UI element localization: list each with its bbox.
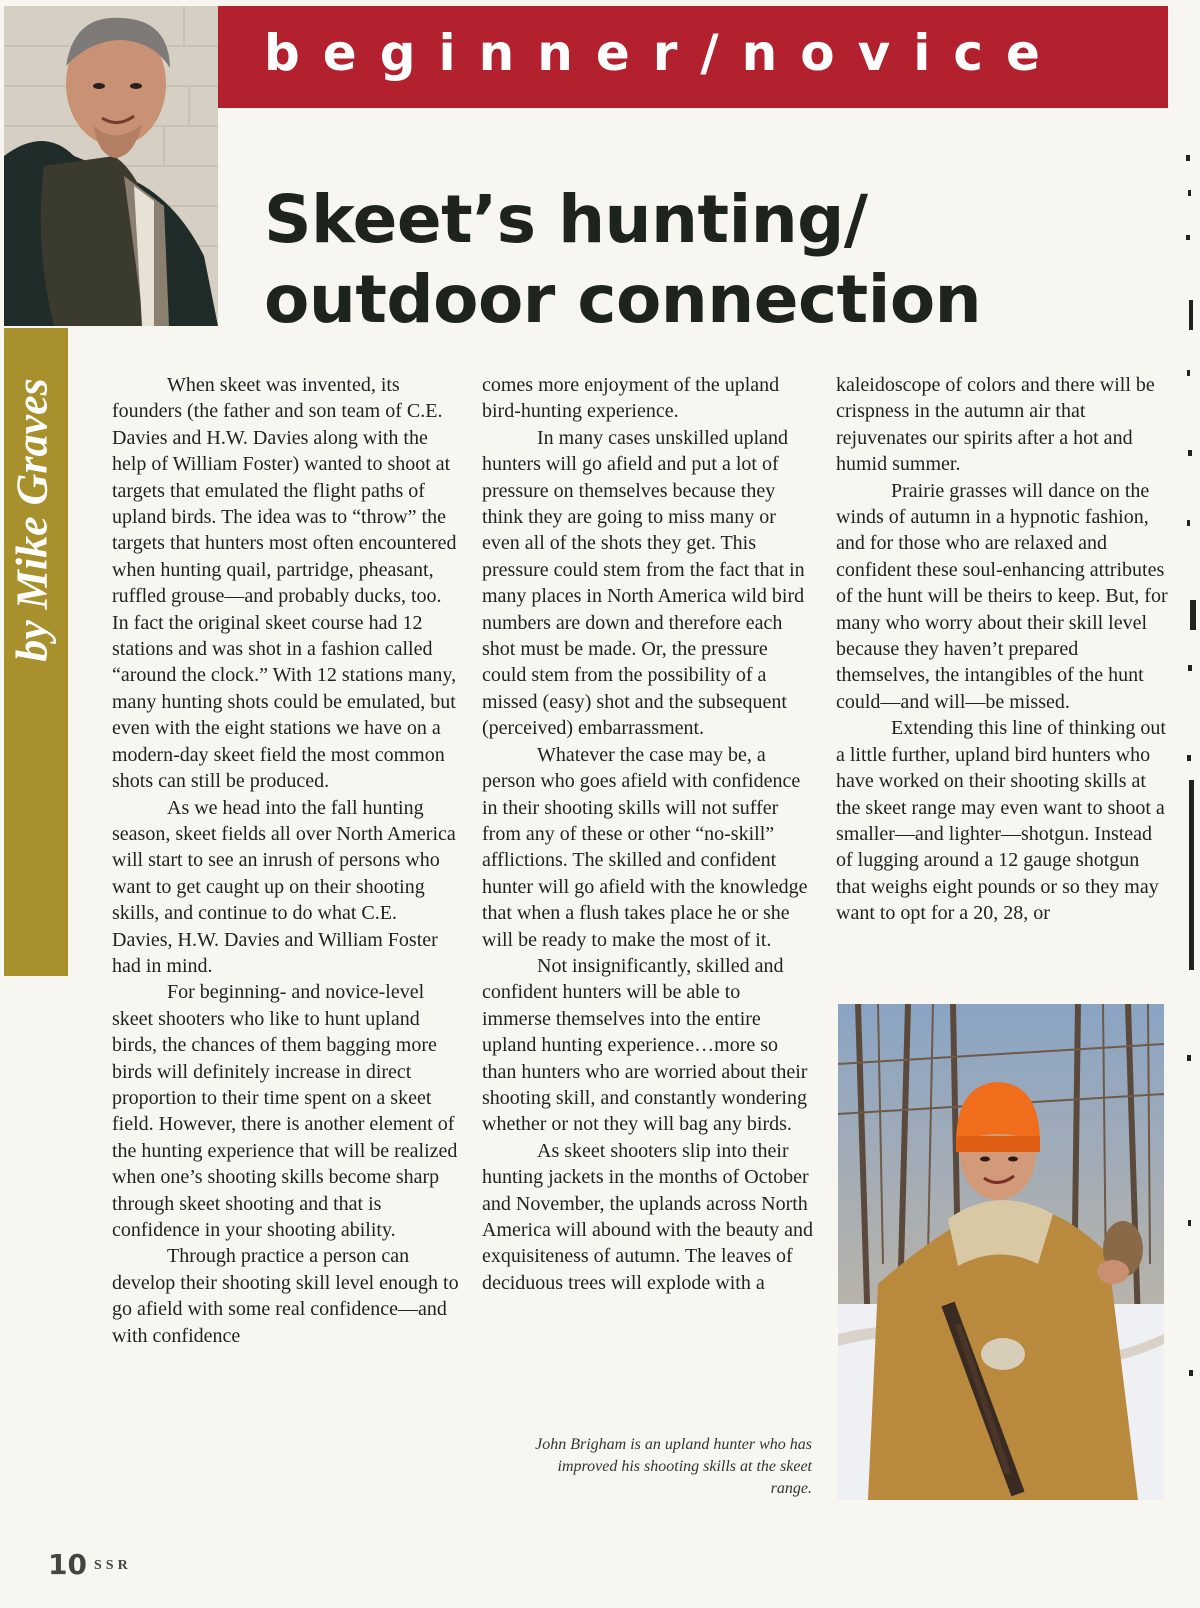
section-label: beginner/novice bbox=[264, 24, 1063, 82]
paragraph: As we head into the fall hunting season, skeet fields all over North America will start to see an inrush of persons who want to get caught up on their shooting skills, and continue to do what C.E. Davies, H.W. Davies and William Foster had in mind. bbox=[112, 796, 456, 977]
hunter-image bbox=[838, 1004, 1164, 1500]
paragraph: Prairie grasses will dance on the winds of autumn in a hypnotic fashion, and for those who are relaxed and confident these soul-enhancing attributes of the hunt will be theirs to keep. But, for many who worry about their skill level because they haven’t prepared themselves, the intangibles of the hunt could—and will—be missed. bbox=[836, 479, 1168, 713]
paragraph: comes more enjoyment of the upland bird-hunting experience. bbox=[482, 374, 780, 423]
paragraph: For beginning- and novice-level skeet shooters who like to hunt upland birds, the chances of them bagging more birds will definitely increase in direct proportion to their time spent on a skeet field. However, there is another element of the hunting experience that will be realized when one’s shooting skills become sharp through skeet shooting and that is confidence in your shooting ability. bbox=[112, 981, 458, 1241]
paragraph: As skeet shooters slip into their hunting jackets in the months of October and November, the uplands across North America will abound with the beauty and exquisiteness of autumn. The leaves of deciduous trees will explode with a bbox=[482, 1139, 814, 1294]
page-number: 10 bbox=[48, 1548, 87, 1581]
section-banner bbox=[218, 6, 1168, 108]
paragraph: In many cases unskilled upland hunters will go afield and put a lot of pressure on themselves because they think they are going to miss many or even all of the shots they get. This pressure could stem from the fact that in many places in North America wild bird numbers are down and therefore each shot must be made. Or, the pressure could stem from the possibility of a missed (easy) shot and the subsequent (perceived) embarrassment. bbox=[482, 426, 805, 740]
article-column-2 bbox=[482, 372, 814, 1296]
author-byline: by Mike Graves bbox=[7, 378, 57, 662]
photo-caption: John Brigham is an upland hunter who has improved his shooting skills at the skeet range. bbox=[535, 1436, 812, 1497]
hunter-photo bbox=[838, 1004, 1164, 1500]
binding-edge-marks bbox=[1176, 0, 1200, 1608]
author-photo bbox=[4, 6, 218, 326]
paragraph: Not insignificantly, skilled and confident hunters will be able to immerse themselves into the entire upland hunting experience…more so than hunters who are worried about their shooting skill, and constantly wondering whether or not they will bag any birds. bbox=[482, 954, 808, 1136]
author-portrait-image bbox=[4, 6, 218, 326]
paragraph: Whatever the case may be, a person who goes afield with confidence in their shooting skills will not suffer from any of these or other “no-skill” afflictions. The skilled and confident hunter will go afield with the knowledge that when a flush takes place he or she will be ready to make the most of it. bbox=[482, 743, 808, 951]
article-column-1 bbox=[112, 372, 460, 1349]
paragraph: Extending this line of thinking out a little further, upland bird hunters who have worked on their shooting skills at the skeet range may even want to shoot a smaller—and lighter—shotgun. Instead of lugging around a 12 gauge shotgun that weighs eight pounds or so they may want to opt for a 20, 28, or bbox=[836, 717, 1166, 925]
paragraph: Through practice a person can develop their shooting skill level enough to go afield with some real confidence—and with confidence bbox=[112, 1245, 459, 1347]
headline-line-2: outdoor connection bbox=[264, 261, 982, 338]
magazine-abbreviation: SSR bbox=[94, 1558, 132, 1573]
paragraph: kaleidoscope of colors and there will be crispness in the autumn air that rejuvenates our spirits after a hot and humid summer. bbox=[836, 374, 1155, 476]
article-column-3 bbox=[836, 372, 1168, 927]
article-headline bbox=[264, 180, 1144, 340]
paragraph: When skeet was invented, its founders (the father and son team of C.E. Davies and H.W. Davies along with the help of William Foster) wanted to shoot at targets that emulated the flight paths of upland birds. The idea was to “throw” the targets that hunters most often encountered when hunting quail, partridge, pheasant, ruffled grouse—and probably ducks, too. In fact the original skeet course had 12 stations and was shot in a fashion called “around the clock.” With 12 stations many, many hunting shots could be emulated, but even with the eight stations we have on a modern-day skeet field the most common shots can still be produced. bbox=[112, 374, 457, 793]
headline-line-1: Skeet’s hunting/ bbox=[264, 181, 868, 258]
